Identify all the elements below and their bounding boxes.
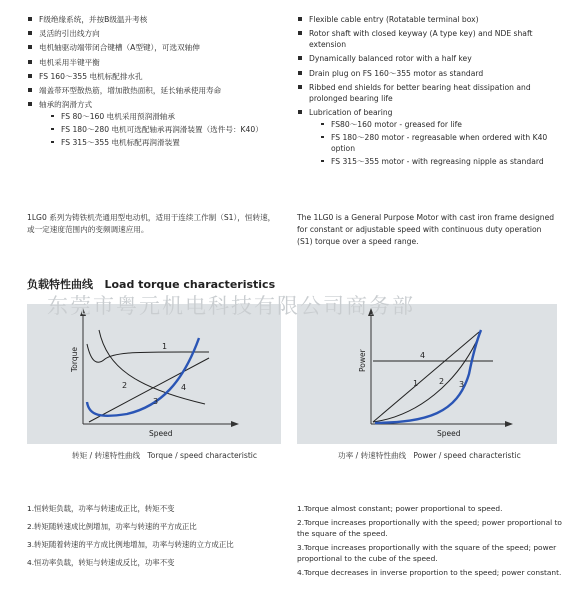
torque-curve-3 [87,338,199,416]
lubrication-cn-list [39,111,277,148]
feature-en-item: Dynamically balanced rotor with a half key [297,53,559,64]
note-cn-item: 3.转矩随着转速的平方成比例地增加，功率与转速的立方成正比 [27,540,234,549]
features-cn-list [27,14,277,151]
watermark-text: 东莞市粤元机电科技有限公司商务部 [47,294,415,318]
feature-cn-item: FS 160～355 电机标配排水孔 [27,71,277,82]
power-curve-label-4: 4 [420,351,426,360]
power-chart-caption: 功率 / 转速特性曲线 Power / speed characteristic [338,451,521,460]
note-en-item: 4.Torque decreases in inverse proportion to the speed; power constant. [297,568,562,577]
lubrication-cn-item: FS 315～355 电机标配再润滑装置 [39,137,277,148]
power-curve-label-1: 1 [413,379,419,388]
lubrication-cn-item: FS 180～280 电机可选配轴承再润滑装置（选件号：K40） [39,124,277,135]
lubrication-en-item: FS 180～280 motor - regreasable when ordered with K40 option [309,132,559,154]
feature-cn-item: 电机轴驱动端带闭合键槽（A型键），可选双轴伸 [27,42,277,53]
notes-en-list [297,503,563,581]
torque-chart [27,304,281,444]
torque-curve-2 [89,358,209,422]
power-chart [297,304,557,444]
feature-cn-item: F级绝缘系统，并按B级温升考核 [27,14,277,25]
torque-curve-label-1: 1 [162,342,168,351]
feature-en-item: Flexible cable entry (Rotatable terminal box) [297,14,559,25]
power-y-label: Power [358,349,367,372]
feature-cn-item: 灵活的引出线方向 [27,28,277,39]
power-x-label: Speed [437,429,461,438]
section-title: 负载特性曲线 Load torque characteristics [27,278,276,291]
note-cn-item: 4.恒功率负载，转矩与转速成反比，功率不变 [27,558,175,567]
note-cn-item: 1.恒转矩负载，功率与转速成正比，转矩不变 [27,504,175,513]
torque-curve-label-2: 2 [122,381,128,390]
intro-cn: 1LG0 系列为铸铁机壳通用型电动机，适用于连续工作制（S1），恒转速，或一定速度范围内的变频调速应用。 [27,213,276,234]
feature-cn-item: 电机采用半键平衡 [27,57,277,68]
features-en-list [297,14,559,170]
intro-en: The 1LG0 is a General Purpose Motor with cast iron frame designed for constant or adjustable speed with continuous duty operation (S1) torque over a speed range. [297,213,555,246]
power-curve-label-3: 3 [459,380,465,389]
feature-cn-lubrication-label: 轴承的润滑方式 [39,100,93,110]
feature-cn-item: 端盖带环型散热筋，增加散热面积，延长轴承使用寿命 [27,85,277,96]
lubrication-en-item: FS 315～355 motor - with regreasing nipple as standard [309,156,559,167]
torque-curve-label-4: 4 [181,383,187,392]
feature-en-item [297,107,559,167]
power-x-arrow [505,421,513,427]
note-en-item: 3.Torque increases proportionally with the square of the speed; power proportional to the cube of the speed. [297,543,557,563]
power-curve-label-2: 2 [439,377,445,386]
torque-chart-caption: 转矩 / 转速特性曲线 Torque / speed characteristic [72,451,258,460]
note-en-item: 2.Torque increases proportionally with the speed; power proportional to the square of the speed. [297,518,562,538]
power-chart-panel [297,304,557,444]
feature-en-item: Ribbed end shields for better bearing heat dissipation and prolonged bearing life [297,82,559,104]
lubrication-en-item: FS80～160 motor - greased for life [309,119,559,130]
note-cn-item: 2.转矩随转速成比例增加，功率与转速的平方成正比 [27,522,197,531]
torque-x-arrow [231,421,239,427]
notes-cn-list [27,503,289,575]
torque-curve-label-3: 3 [153,397,159,406]
torque-y-label: Torque [70,347,79,372]
feature-en-item: Drain plug on FS 160～355 motor as standard [297,68,559,79]
feature-en-item: Rotor shaft with closed keyway (A type key) and NDE shaft extension [297,28,559,50]
torque-curve-4 [99,330,205,404]
torque-x-label: Speed [149,429,173,438]
note-en-item: 1.Torque almost constant; power proportional to speed. [297,504,503,513]
lubrication-en-list [309,119,559,167]
feature-en-lubrication-label: Lubrication of bearing [309,107,393,117]
torque-chart-panel [27,304,281,444]
power-curve-1 [373,332,479,422]
lubrication-cn-item: FS 80～160 电机采用预润滑轴承 [39,111,277,122]
feature-cn-item [27,99,277,148]
